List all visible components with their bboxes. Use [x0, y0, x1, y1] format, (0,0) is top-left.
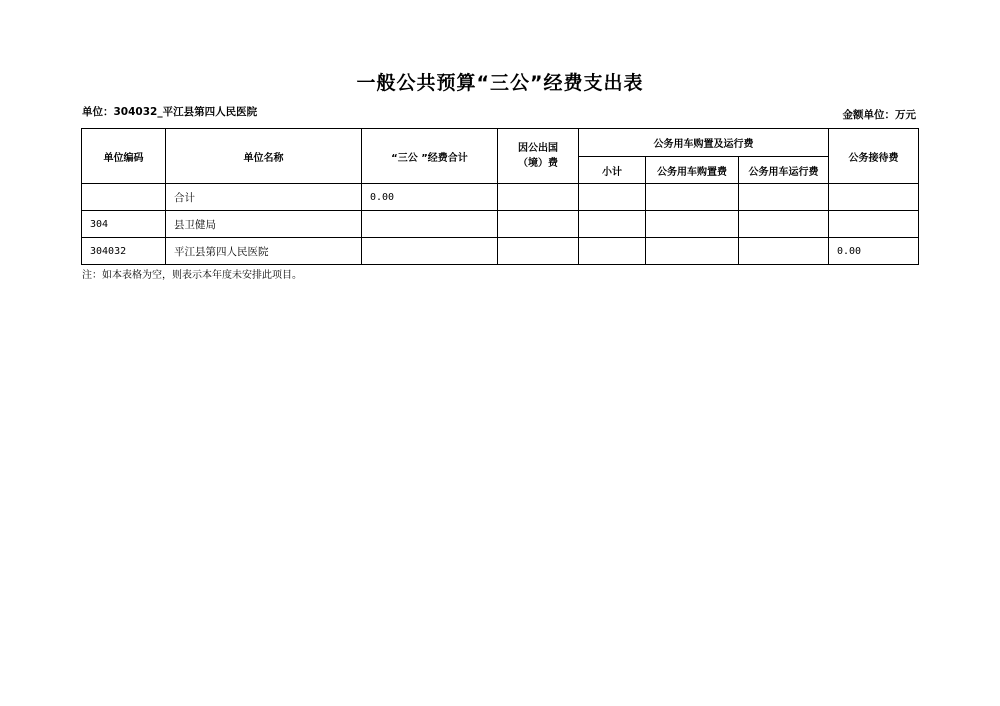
cell-subtotal [579, 238, 646, 265]
cell-purchase [646, 184, 739, 211]
cell-name: 平江县第四人民医院 [166, 238, 362, 265]
budget-table [81, 128, 919, 265]
header-subtotal: 小计 [579, 157, 646, 184]
header-abroad: 因公出国 （境）费 [498, 129, 579, 184]
cell-reception [829, 184, 919, 211]
header-vehicle-group: 公务用车购置及运行费 [579, 129, 829, 157]
cell-name: 合计 [166, 184, 362, 211]
cell-total [362, 211, 498, 238]
cell-reception [829, 211, 919, 238]
amount-unit-label: 金额单位：万元 [842, 109, 916, 121]
cell-total: 0.00 [362, 184, 498, 211]
cell-name: 县卫健局 [166, 211, 362, 238]
header-reception: 公务接待费 [829, 129, 919, 184]
cell-code: 304032 [82, 238, 166, 265]
cell-code: 304 [82, 211, 166, 238]
header-vehicle-purchase: 公务用车购置费 [646, 157, 739, 184]
header-row-top [82, 129, 919, 157]
unit-label: 单位：304032_平江县第四人民医院 [82, 106, 258, 118]
cell-purchase [646, 211, 739, 238]
table-row [82, 211, 919, 238]
cell-total [362, 238, 498, 265]
cell-purchase [646, 238, 739, 265]
cell-code [82, 184, 166, 211]
cell-operation [739, 211, 829, 238]
header-vehicle-operation: 公务用车运行费 [739, 157, 829, 184]
cell-subtotal [579, 184, 646, 211]
header-unit-code: 单位编码 [82, 129, 166, 184]
footnote: 注：如本表格为空，则表示本年度未安排此项目。 [82, 270, 302, 281]
header-unit-name: 单位名称 [166, 129, 362, 184]
header-total: “三公 ”经费合计 [362, 129, 498, 184]
cell-abroad [498, 238, 579, 265]
table-row-total [82, 184, 919, 211]
page-title: 一般公共预算“三公”经费支出表 [356, 72, 644, 94]
cell-operation [739, 238, 829, 265]
cell-operation [739, 184, 829, 211]
cell-reception: 0.00 [829, 238, 919, 265]
cell-abroad [498, 184, 579, 211]
cell-subtotal [579, 211, 646, 238]
table-row [82, 238, 919, 265]
cell-abroad [498, 211, 579, 238]
